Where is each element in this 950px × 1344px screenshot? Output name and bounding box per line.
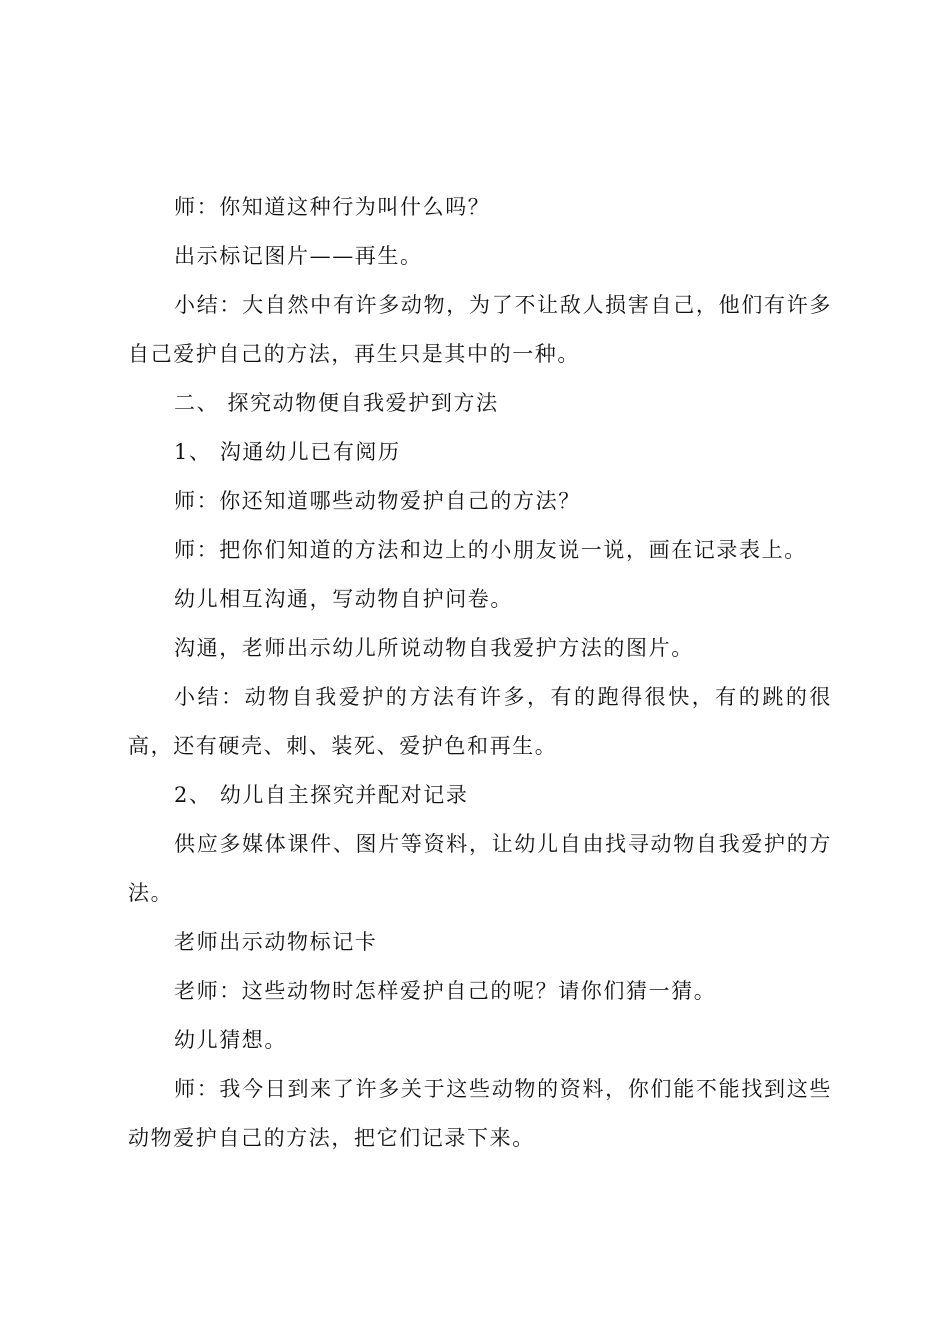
paragraph: 师：把你们知道的方法和边上的小朋友说一说，画在记录表上。 [174,538,807,562]
paragraph: 沟通，老师出示幼儿所说动物自我爱护方法的图片。 [174,636,694,660]
document-body [128,183,832,1163]
paragraph: 小结：动物自我爱护的方法有许多，有的跑得很快，有的跳的很高，还有硬壳、刺、装死、爱护色和再生。 [128,685,832,758]
paragraph: 幼儿相互沟通，写动物自护问卷。 [174,587,513,611]
paragraph: 师：你知道这种行为叫什么吗？ [174,195,491,219]
subsection-heading: 2、 幼儿自主探究并配对记录 [174,783,469,807]
paragraph: 幼儿猜想。 [174,1028,287,1052]
paragraph: 出示标记图片——再生。 [174,244,423,268]
paragraph: 师：我今日到来了许多关于这些动物的资料，你们能不能找到这些动物爱护自己的方法，把它们记录下来。 [128,1077,832,1150]
paragraph: 小结：大自然中有许多动物，为了不让敌人损害自己，他们有许多自己爱护自己的方法，再生只是其中的一种。 [128,293,832,366]
paragraph: 老师出示动物标记卡 [174,930,378,954]
paragraph: 师：你还知道哪些动物爱护自己的方法？ [174,489,581,513]
section-heading: 二、 探究动物便自我爱护到方法 [174,391,499,415]
subsection-heading: 1、 沟通幼儿已有阅历 [174,440,401,464]
paragraph: 老师：这些动物时怎样爱护自己的呢？请你们猜一猜。 [174,979,717,1003]
paragraph: 供应多媒体课件、图片等资料，让幼儿自由找寻动物自我爱护的方法。 [128,832,832,905]
